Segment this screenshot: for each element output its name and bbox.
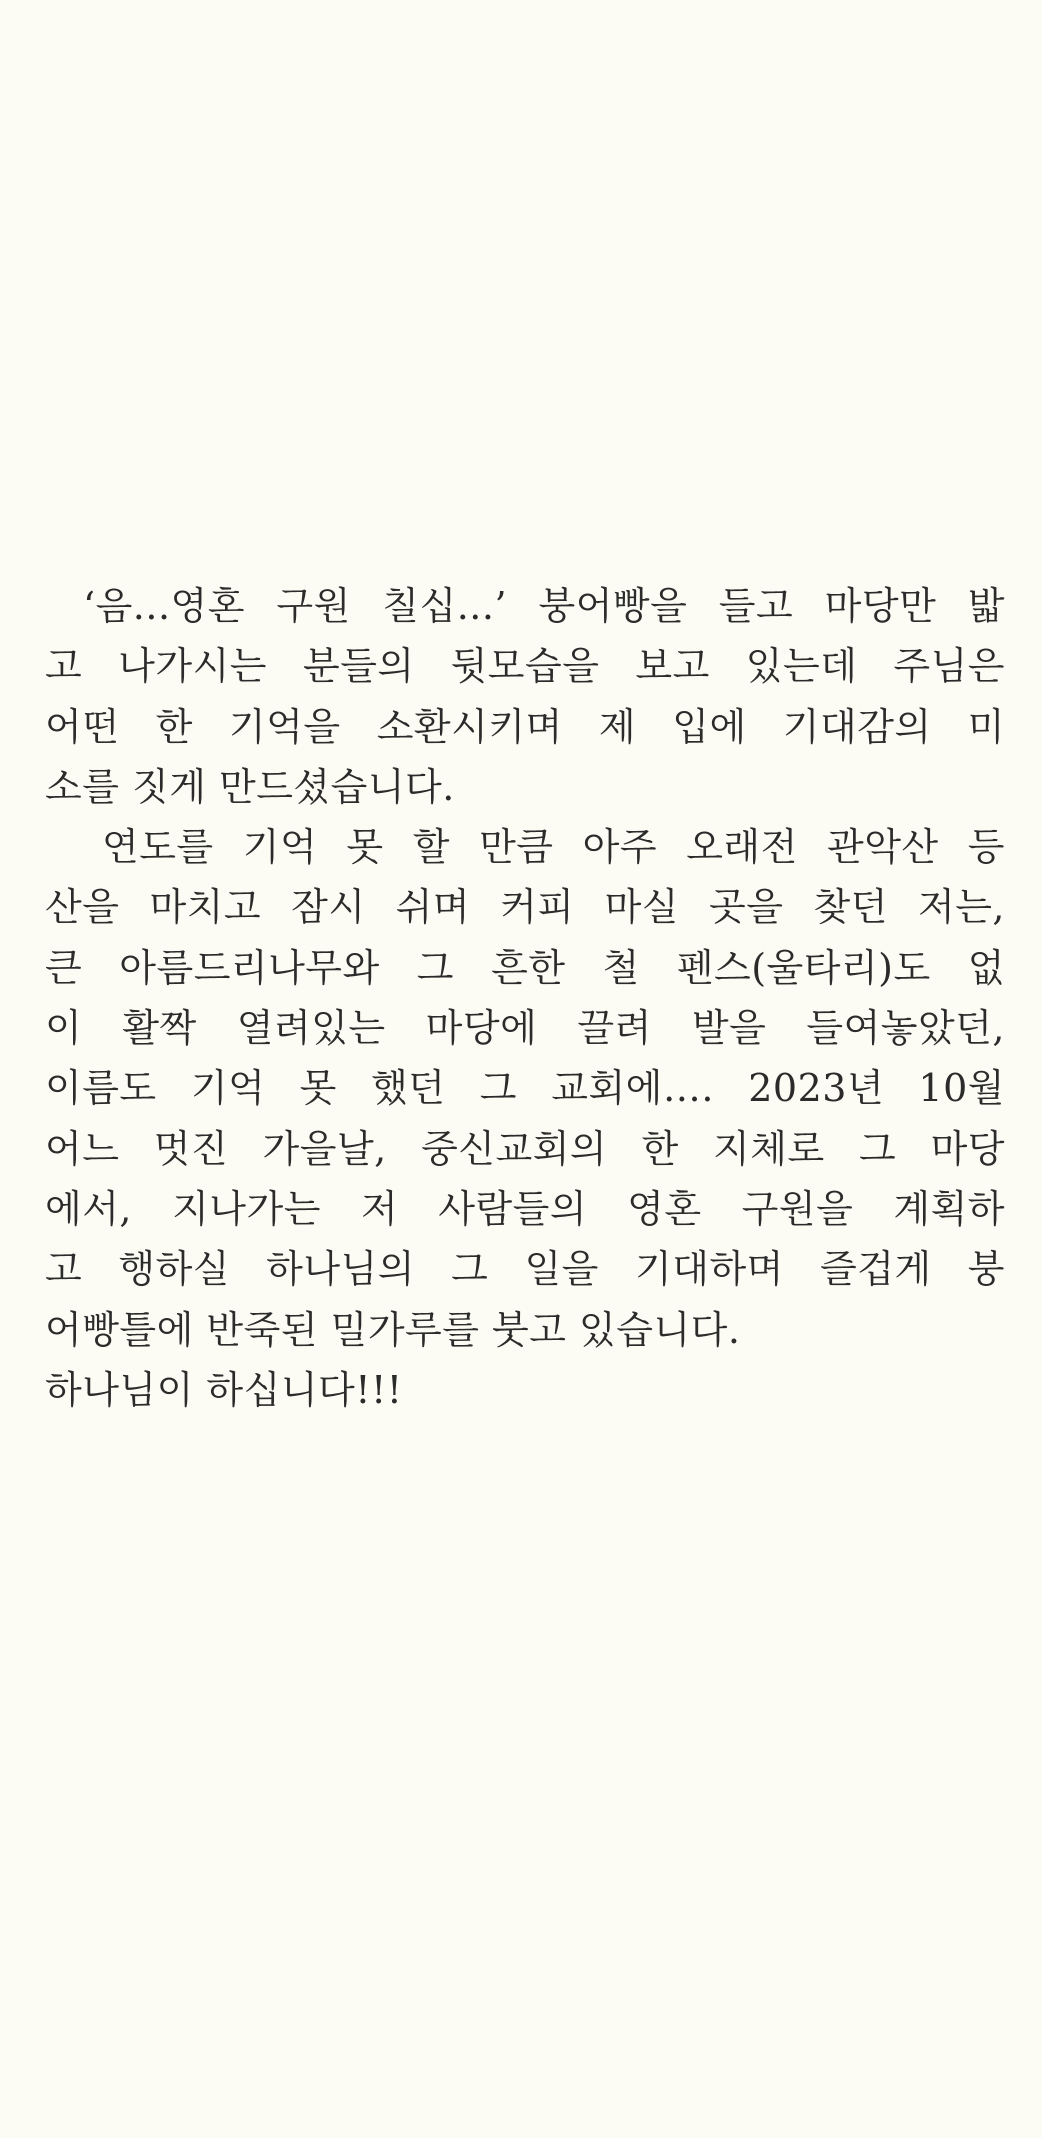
text-line: 연도를 기억 못 할 만큼 아주 오래전 관악산 등 <box>102 825 1005 870</box>
body-text <box>45 576 1005 1420</box>
text-line: 하나님이 하십니다!!! <box>45 1367 403 1412</box>
text-line: 소를 짓게 만드셨습니다. <box>45 764 455 809</box>
text-line: 어빵틀에 반죽된 밀가루를 붓고 있습니다. <box>45 1307 741 1352</box>
text-line: 고 나가시는 분들의 뒷모습을 보고 있는데 주님은 <box>45 644 1005 689</box>
text-line: 고 행하실 하나님의 그 일을 기대하며 즐겁게 붕 <box>45 1247 1005 1292</box>
text-line: 산을 마치고 잠시 쉬며 커피 마실 곳을 찾던 저는, <box>45 885 1005 930</box>
text-line: 어떤 한 기억을 소환시키며 제 입에 기대감의 미 <box>45 704 1005 749</box>
text-line: ‘음...영혼 구원 칠십...’ 붕어빵을 들고 마당만 밟 <box>83 584 1005 628</box>
text-line: 어느 멋진 가을날, 중신교회의 한 지체로 그 마당 <box>45 1126 1005 1171</box>
text-line: 이름도 기억 못 했던 그 교회에…. 2023년 10월 <box>45 1066 1005 1111</box>
text-line: 에서, 지나가는 저 사람들의 영혼 구원을 계획하 <box>45 1186 1005 1231</box>
text-line: 큰 아름드리나무와 그 흔한 철 펜스(울타리)도 없 <box>45 945 1005 990</box>
text-line: 이 활짝 열려있는 마당에 끌려 발을 들여놓았던, <box>45 1006 1005 1051</box>
